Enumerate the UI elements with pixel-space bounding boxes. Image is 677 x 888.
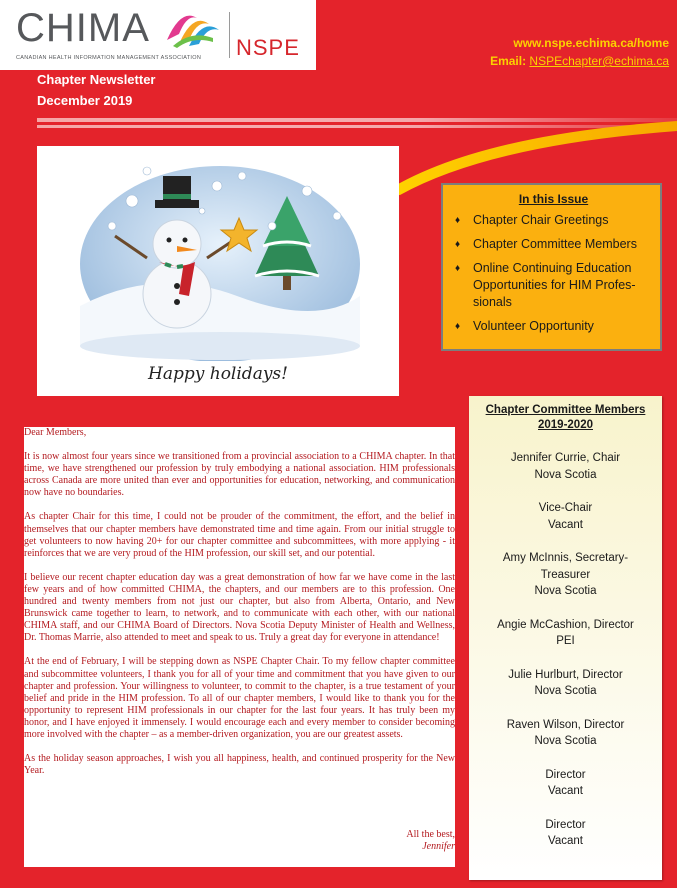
committee-member: Julie Hurlburt, Director Nova Scotia: [508, 668, 623, 697]
committee-member: Vice-Chair Vacant: [538, 502, 593, 531]
snowman-globe-illustration: [37, 146, 399, 361]
holiday-caption: Happy holidays!: [148, 364, 288, 384]
logo-divider: [229, 12, 230, 58]
issue-item: ♦ Volunteer Opportunity: [455, 319, 594, 333]
issue-item: ♦ Chapter Chair Greetings: [455, 213, 609, 227]
letter-paragraph: I believe our recent chapter education day was a great demonstration of how far we have come in the last few years and of how committed CHIMA, the chapters, and our members are to this profession. One hundred and twenty members from not just our chapter, but also from Alberta, Ontario, and New Brunswick came together to learn, to network, and to communicate with each other, with our national CHIMA staff, and our CHIMA Board of Directors. Nova Scotia Deputy Minister of Health and Wellness, Dr. Thomas Marrie, also attended to meet and speak to us. Truly a great day for everyone in attendance!: [24, 571, 455, 644]
website-link[interactable]: www.nspe.echima.ca/home: [513, 36, 669, 50]
issue-item: ♦ Online Continuing Education Opportunities for HIM Profes-sionals: [455, 261, 636, 309]
chair-letter: [24, 427, 455, 867]
committee-member: Jennifer Currie, Chair Nova Scotia: [510, 452, 621, 481]
committee-member: Amy McInnis, Secretary-Treasurer Nova Scotia: [502, 552, 629, 597]
issue-item: ♦ Chapter Committee Members: [455, 237, 637, 251]
chima-wordmark: CHIMA: [16, 6, 150, 50]
diamond-bullet-icon: ♦: [455, 215, 461, 226]
letter-paragraph: At the end of February, I will be stepping down as NSPE Chapter Chair. To my fellow chapter committee and subcommittee volunteers, I thank you for all of your time and commitment that you have given to our chapter and profession. Your willingness to volunteer, to commit to the chapter, is a true testament of your belief and pride in the HIM profession. To all of our chapter members, I would like to thank you for the opportunity to represent HIM professionals in our chapter for the last four years. It has truly been my honor, and I have enjoyed it immensely. I would encourage each and every member to consider becoming more involved with the chapter – as a member-driven organization, you are our greatest assets.: [24, 656, 455, 740]
letter-signature: Jennifer: [422, 841, 455, 852]
committee-member: Angie McCashion, Director PEI: [497, 618, 634, 647]
committee-member: Director Vacant: [545, 768, 586, 797]
newsletter-title: Chapter Newsletter: [37, 72, 156, 87]
nspe-wordmark: NSPE: [236, 35, 300, 60]
email-line: [490, 54, 669, 68]
email-link[interactable]: NSPEchapter@echima.ca: [529, 54, 669, 68]
email-label: Email:: [490, 54, 527, 68]
diamond-bullet-icon: ♦: [455, 263, 461, 274]
letter-paragraph: As chapter Chair for this time, I could not be prouder of the commitment, the effort, and the belief in themselves that our chapter members have demonstrated time and time again. From our initial struggle to get volunteers to now having 20+ for our chapter committee and subcommittees, with more applying - it reinforces that we are very proud of the HIM profession, our skill set, and our potential.: [24, 511, 455, 559]
holiday-image: [37, 146, 399, 396]
issue-list: [455, 212, 652, 335]
committee-members-panel: [469, 396, 662, 880]
newsletter-date: December 2019: [37, 93, 133, 108]
chima-swoosh-icon: [163, 10, 223, 50]
committee-member: Director Vacant: [545, 818, 586, 847]
diamond-bullet-icon: ♦: [455, 239, 461, 250]
letter-paragraph: As the holiday season approaches, I wish you all happiness, health, and continued prosperity for the New Year.: [24, 753, 455, 777]
committee-member: Raven Wilson, Director Nova Scotia: [506, 718, 625, 747]
committee-title: Chapter Committee Members 2019-2020: [485, 404, 646, 431]
letter-body: [24, 427, 455, 789]
chima-nspe-logo: [0, 0, 316, 70]
diamond-bullet-icon: ♦: [455, 321, 461, 332]
letter-signoff: [406, 829, 455, 853]
in-this-issue-box: [441, 183, 662, 351]
letter-paragraph: It is now almost four years since we transitioned from a provincial association to a CHIMA chapter. In that time, we have strengthened our profession by truly embodying a national association. HIM professionals across Canada are more united than ever and opportunities for education, networking, and communication now have no boundaries.: [24, 451, 455, 499]
letter-closing: All the best,: [406, 829, 455, 840]
issue-title: In this Issue: [518, 192, 589, 206]
logo-subtitle: CANADIAN HEALTH INFORMATION MANAGEMENT ASSOCIATION: [16, 55, 202, 61]
letter-greeting: Dear Members,: [24, 427, 87, 438]
